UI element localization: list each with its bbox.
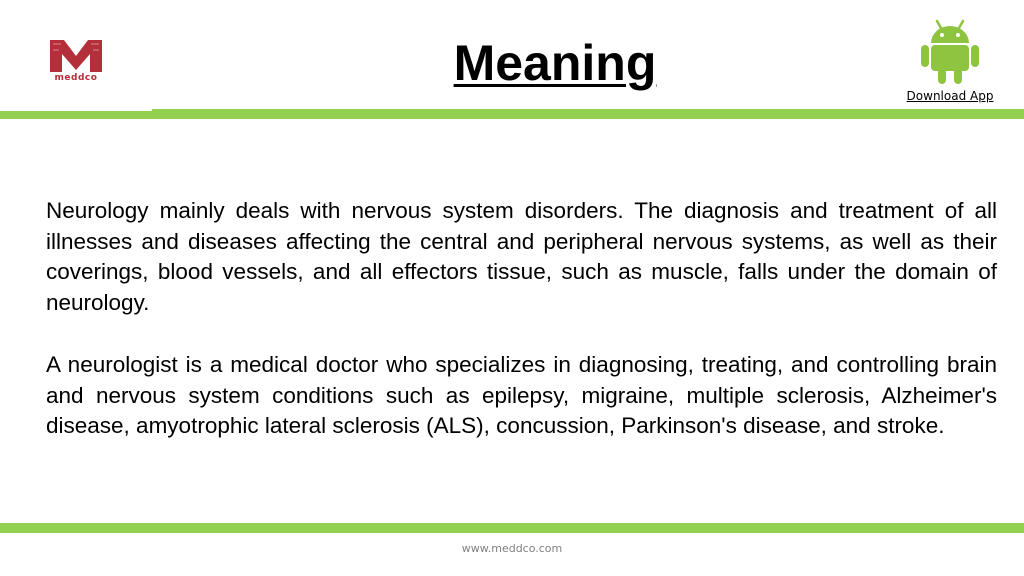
paragraph-neurology: Neurology mainly deals with nervous system disorders. The diagnosis and treatment of all illnesses and diseases affecting the central and peripheral nervous systems, as well as their coverings, blood vessels, and all effectors tissue, such as muscle, falls under the domain of neurology. xyxy=(46,198,997,316)
page-title: Meaning xyxy=(453,35,657,91)
main-content xyxy=(46,196,997,442)
header-divider-gap xyxy=(0,108,152,111)
logo-text: meddco xyxy=(54,73,98,83)
android-icon[interactable] xyxy=(921,18,979,84)
footer-divider xyxy=(0,523,1024,533)
download-app-link[interactable]: Download App xyxy=(906,89,994,103)
paragraph-neurologist: A neurologist is a medical doctor who specializes in diagnosing, treating, and controlling brain and nervous system conditions such as epilepsy, migraine, multiple sclerosis, Alzheimer's disease, amyotrophic lateral sclerosis (ALS), concussion, Parkinson's disease, and stroke. xyxy=(46,351,997,439)
header-divider xyxy=(0,109,1024,119)
footer-url: www.meddco.com xyxy=(461,542,563,555)
